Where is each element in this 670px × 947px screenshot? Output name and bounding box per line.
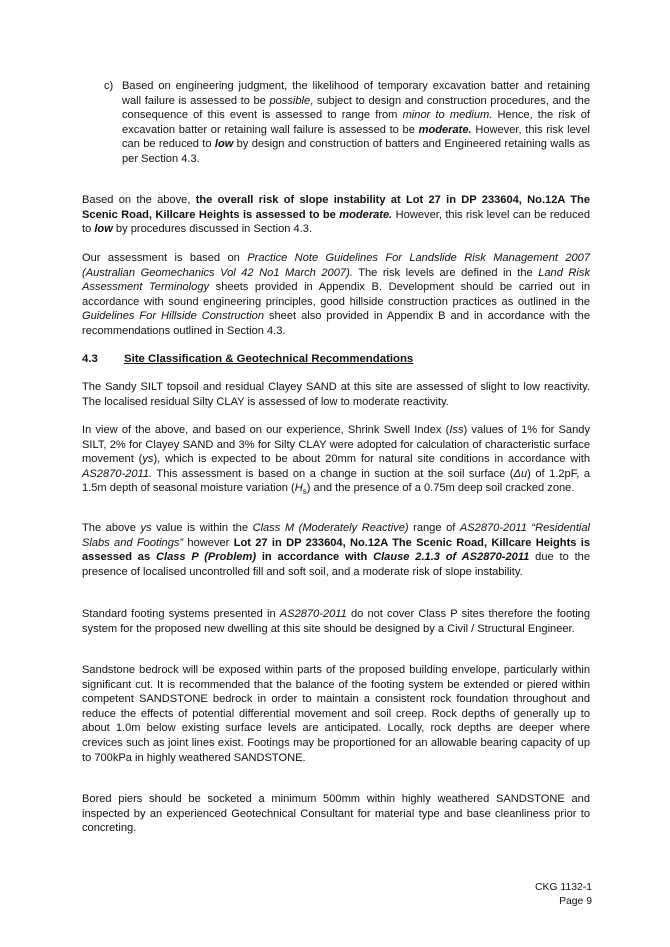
emphasis-text: ys — [140, 522, 152, 534]
text-run: do not cover Class P sites therefore the footing system for the proposed new dwelling at this site should be designed by a Civil / Structural Engineer. — [82, 608, 590, 635]
list-item-c — [122, 79, 590, 167]
text-run: ) values of 1% for Sandy SILT, 2% for Clayey SAND and 3% for Silty CLAY were adopted for calculation of characteristic surface movement ( — [82, 424, 590, 466]
emphasis-text: Guidelines For Hillside Construction — [82, 310, 264, 323]
list-marker-c: c) — [104, 80, 114, 92]
emphasis-text: H — [294, 482, 303, 495]
text-run: ) and the presence of a 0.75m deep soil cracked zone. — [306, 482, 575, 495]
emphasis-text: ys — [142, 453, 154, 466]
text-run: Our assessment is based on — [82, 252, 248, 264]
paragraph-sandstone-bedrock: Sandstone bedrock will be exposed within parts of the proposed building envelope, particularly within significant cut. It is recommended that the balance of the footing system be extended or piered within competent SANDSTONE bedrock in order to maintain a consistent rock foundation throughout and reduce the effects of potential differential movement and soil creep. Rock depths of generally up to about 1.0m below existing surface levels are anticipated. Locally, rock depths are deeper where crevices such as joint lines exist. Footings may be proportioned for an allowable bearing capacity of up to 700kPa in highly weathered SANDSTONE. — [82, 664, 590, 764]
text-run: by design and construction of batters and Engineered retaining walls as per Section 4.3. — [122, 138, 590, 165]
strong-emphasis-text: Class P (Problem) — [155, 551, 257, 564]
text-run: by procedures discussed in Section 4.3. — [112, 223, 313, 236]
emphasis-text: Practice Note Guidelines For Landslide Risk Management 2007 (Australian Geomechanics Vol 42 No1 March 2007). — [82, 252, 591, 279]
emphasis-text: Δu — [513, 467, 528, 480]
strong-emphasis-text: moderate. — [418, 123, 472, 136]
emphasis-text: Class M (Moderately Reactive) — [252, 522, 409, 534]
document-reference: CKG 1132-1 — [535, 882, 592, 893]
section-title: Site Classification & Geotechnical Recommendations — [124, 353, 414, 365]
strong-text: the overall risk of slope instability at Lot 27 in DP 233604, No.12A The Scenic Road, Killcare Heights is assessed to be — [82, 194, 590, 221]
text-run: However, this risk level can be reduced to — [122, 123, 590, 151]
emphasis-text: AS2870-2011. — [82, 467, 153, 480]
text-run: However, this risk level can be reduced to — [82, 208, 590, 236]
text-run: range of — [408, 522, 460, 534]
text-run: due to the presence of localised uncontrolled fill and soft soil, and a moderate risk of slope instability. — [82, 551, 590, 578]
text-run: This assessment is based on a change in suction at the soil surface ( — [152, 467, 514, 480]
strong-text: in accordance with — [256, 551, 374, 564]
paragraph-shrink-swell — [82, 423, 590, 500]
emphasis-text: AS2870-2011 “Residential Slabs and Footings” — [82, 522, 591, 549]
text-run: sheet also provided in Appendix B and in accordance with the recommendations outlined in Section 4.3. — [82, 310, 591, 337]
strong-emphasis-text: moderate. — [339, 208, 393, 221]
text-run: The risk levels are defined in the — [352, 266, 539, 279]
page-number: Page 9 — [559, 895, 592, 907]
text-run: In view of the above, and based on our experience, Shrink Swell Index ( — [82, 424, 450, 436]
text-run: ) of 1.2pF, a 1.5m depth of seasonal moisture variation ( — [82, 467, 591, 495]
text-run: sheets provided in Appendix B. Development should be carried out in accordance with sound engineering principles, good hillside construction practices as outlined in the — [82, 281, 590, 308]
text-run: , subject to design and construction procedures, and the consequence of this event is assessed to range from — [122, 94, 590, 122]
section-number: 4.3 — [82, 353, 98, 365]
paragraph-assessment-basis — [82, 251, 590, 339]
text-run: however — [183, 536, 234, 549]
text-run: The above — [82, 522, 141, 534]
page-footer — [535, 881, 592, 908]
strong-emphasis-text: Clause 2.1.3 of AS2870-2011 — [373, 551, 530, 564]
text-run: ), which is expected to be about 20mm for natural site conditions in accordance with — [153, 453, 590, 466]
strong-text: Lot 27 in DP 233604, No.12A The Scenic Road, Killcare Heights is assessed as — [82, 536, 590, 564]
paragraph-overall-risk — [82, 193, 590, 237]
subscript-text: s — [302, 487, 307, 497]
emphasis-text: AS2870-2011 — [279, 608, 347, 620]
text-run: Based on engineering judgment, the likelihood of temporary excavation batter and retaining wall failure is assessed to be — [122, 80, 590, 107]
paragraph-reactivity: The Sandy SILT topsoil and residual Clayey SAND at this site are assessed of slight to low reactivity. The localised residual Silty CLAY is assessed of low to moderate reactivity. — [82, 381, 590, 408]
emphasis-text: possible — [269, 94, 311, 107]
text-run: Hence, the risk of excavation batter or retaining wall failure is assessed to be — [122, 109, 590, 136]
section-heading-4-3 — [82, 352, 590, 367]
text-run: value is within the — [151, 522, 253, 534]
emphasis-text: Iss — [449, 424, 464, 436]
emphasis-text: minor to medium. — [402, 109, 493, 122]
paragraph-bored-piers: Bored piers should be socketed a minimum 500mm within highly weathered SANDSTONE and inspected by an experienced Geotechnical Consultant for material type and base cleanliness prior to concreting. — [82, 793, 590, 835]
paragraph-site-class — [82, 521, 590, 579]
text-run: Standard footing systems presented in — [82, 608, 280, 620]
strong-emphasis-text: low — [94, 223, 113, 236]
emphasis-text: Land Risk Assessment Terminology — [82, 266, 590, 294]
strong-emphasis-text: low — [214, 138, 234, 151]
text-run: Based on the above, — [82, 194, 196, 206]
paragraph-footing-systems — [82, 607, 590, 636]
